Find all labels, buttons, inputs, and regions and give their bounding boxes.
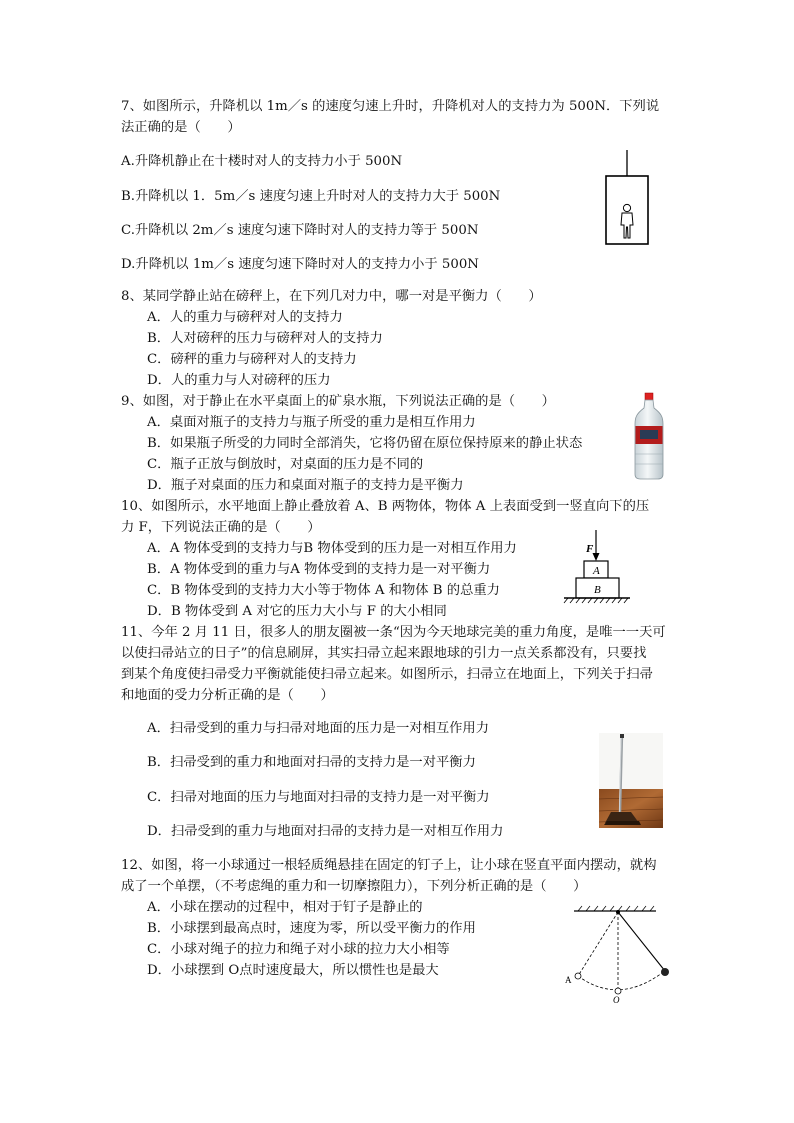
q10-stem-line1: 10、如图所示，水平地面上静止叠放着 A、B 两物体，物体 A 上表面受到一竖直向下的压 [121, 499, 650, 514]
q12-stem-line2: 成了一个单摆，（不考虑绳的重力和一切摩擦阻力），下列分析正确的是（ ） [121, 879, 587, 894]
q11-option-a: A．扫帚受到的重力与扫帚对地面的压力是一对相互作用力 [147, 721, 490, 736]
q12-stem-line1: 12、如图，将一小球通过一根轻质绳悬挂在固定的钉子上，让小球在竖直平面内摆动，就构 [121, 858, 657, 873]
q10-option-b: B．A 物体受到的重力与A 物体受到的支持力是一对平衡力 [147, 562, 491, 577]
q11-option-b: B．扫帚受到的重力和地面对扫帚的支持力是一对平衡力 [147, 755, 476, 770]
q7-option-d: D.升降机以 1m／s 速度匀速下降时对人的支持力小于 500N [121, 257, 479, 272]
q12-option-a: A．小球在摆动的过程中，相对于钉子是静止的 [147, 900, 423, 915]
q11-stem-line3: 到某个角度使扫帚受力平衡就能使扫帚立起来。如图所示，扫帚立在地面上，下列关于扫帚 [121, 667, 653, 682]
q7-option-b: B.升降机以 1．5m／s 速度匀速上升时对人的支持力大于 500N [121, 189, 501, 204]
stacked-blocks-figure [558, 524, 634, 608]
pendulum-figure [558, 901, 674, 1005]
force-f-label: F [586, 543, 594, 555]
q9-option-a: A．桌面对瓶子的支持力与瓶子所受的重力是相互作用力 [147, 415, 476, 430]
q8-option-c: C．磅秤的重力与磅秤对人的支持力 [147, 352, 357, 367]
q8-option-b: B．人对磅秤的压力与磅秤对人的支持力 [147, 331, 383, 346]
q10-option-d: D．B 物体受到 A 对它的压力大小与 F 的大小相同 [147, 604, 447, 619]
q11-option-d: D．扫帚受到的重力与地面对扫帚的支持力是一对相互作用力 [147, 824, 504, 839]
q8-stem: 8、某同学静止站在磅秤上，在下列几对力中，哪一对是平衡力（ ） [121, 289, 542, 304]
q10-option-a: A．A 物体受到的支持力与B 物体受到的压力是一对相互作用力 [147, 541, 517, 556]
point-o-label: O [613, 995, 620, 1005]
q12-option-d: D．小球摆到 O点时速度最大，所以惯性也是最大 [147, 963, 439, 978]
q9-option-b: B．如果瓶子所受的力同时全部消失，它将仍留在原位保持原来的静止状态 [147, 436, 583, 451]
q12-option-b: B．小球摆到最高点时，速度为零，所以受平衡力的作用 [147, 921, 476, 936]
q8-option-d: D．人的重力与人对磅秤的压力 [147, 373, 331, 388]
point-a-label: A [565, 975, 572, 985]
q11-stem-line2: 以使扫帚站立的日子”的信息刷屏，其实扫帚立起来跟地球的引力一点关系都没有，只要找 [121, 646, 647, 661]
q11-stem-line4: 和地面的受力分析正确的是（ ） [121, 688, 334, 703]
q11-option-c: C．扫帚对地面的压力与地面对扫帚的支持力是一对平衡力 [147, 790, 490, 805]
q9-option-c: C．瓶子正放与倒放时，对桌面的压力是不同的 [147, 457, 424, 472]
block-b-label: B [594, 584, 601, 596]
q9-option-d: D．瓶子对桌面的压力和桌面对瓶子的支持力是平衡力 [147, 478, 464, 493]
q7-stem-line1: 7、如图所示，升降机以 1m／s 的速度匀速上升时，升降机对人的支持力为 500N．下列说 [121, 99, 660, 114]
block-a-label: A [593, 565, 600, 577]
q8-option-a: A．人的重力与磅秤对人的支持力 [147, 310, 343, 325]
elevator-figure [600, 150, 650, 246]
q7-stem-line2: 法正确的是（ ） [121, 120, 241, 135]
q11-stem-line1: 11、今年 2 月 11 日，很多人的朋友圈被一条“因为今天地球完美的重力角度，是唯一一天可 [121, 625, 666, 640]
q10-option-c: C．B 物体受到的支持力大小等于物体 A 和物体 B 的总重力 [147, 583, 500, 598]
standing-broom-image [599, 733, 663, 828]
q10-stem-line2: 力 F，下列说法正确的是（ ） [121, 520, 321, 535]
q7-option-a: A.升降机静止在十楼时对人的支持力小于 500N [121, 154, 403, 169]
q12-option-c: C．小球对绳子的拉力和绳子对小球的拉力大小相等 [147, 942, 450, 957]
q7-option-c: C.升降机以 2m／s 速度匀速下降时对人的支持力等于 500N [121, 223, 479, 238]
water-bottle-image [632, 392, 666, 480]
q9-stem: 9、如图，对于静止在水平桌面上的矿泉水瓶，下列说法正确的是（ ） [121, 394, 555, 409]
